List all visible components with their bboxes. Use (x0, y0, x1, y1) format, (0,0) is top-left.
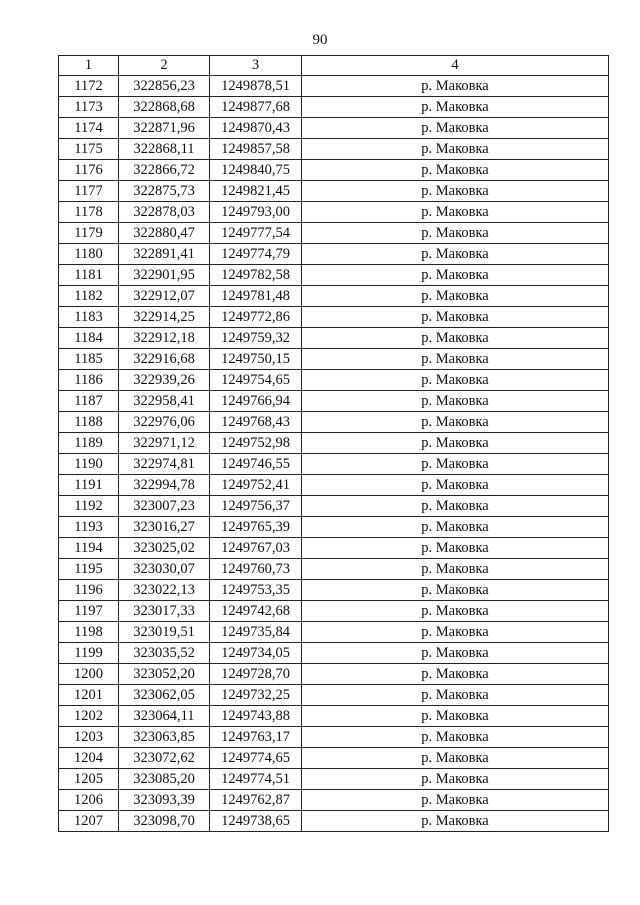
header-col-4: 4 (302, 56, 609, 76)
description-cell: р. Маковка (302, 160, 609, 181)
x-coordinate-cell: 323022,13 (119, 580, 210, 601)
point-number-cell: 1188 (59, 412, 119, 433)
point-number-cell: 1181 (59, 265, 119, 286)
description-cell: р. Маковка (302, 328, 609, 349)
x-coordinate-cell: 322875,73 (119, 181, 210, 202)
description-cell: р. Маковка (302, 727, 609, 748)
x-coordinate-cell: 323064,11 (119, 706, 210, 727)
point-number-cell: 1186 (59, 370, 119, 391)
point-number-cell: 1194 (59, 538, 119, 559)
table-row (59, 118, 609, 139)
x-coordinate-cell: 323007,23 (119, 496, 210, 517)
description-cell: р. Маковка (302, 790, 609, 811)
x-coordinate-cell: 322880,47 (119, 223, 210, 244)
table-row (59, 643, 609, 664)
y-coordinate-cell: 1249765,39 (210, 517, 302, 538)
x-coordinate-cell: 322891,41 (119, 244, 210, 265)
description-cell: р. Маковка (302, 76, 609, 97)
x-coordinate-cell: 322868,68 (119, 97, 210, 118)
x-coordinate-cell: 322971,12 (119, 433, 210, 454)
y-coordinate-cell: 1249781,48 (210, 286, 302, 307)
y-coordinate-cell: 1249728,70 (210, 664, 302, 685)
table-row (59, 412, 609, 433)
table-row (59, 475, 609, 496)
description-cell: р. Маковка (302, 601, 609, 622)
header-col-1: 1 (59, 56, 119, 76)
y-coordinate-cell: 1249766,94 (210, 391, 302, 412)
table-row (59, 790, 609, 811)
description-cell: р. Маковка (302, 706, 609, 727)
table-row (59, 559, 609, 580)
point-number-cell: 1175 (59, 139, 119, 160)
y-coordinate-cell: 1249753,35 (210, 580, 302, 601)
description-cell: р. Маковка (302, 769, 609, 790)
table-body (59, 76, 609, 832)
description-cell: р. Маковка (302, 559, 609, 580)
y-coordinate-cell: 1249774,51 (210, 769, 302, 790)
point-number-cell: 1189 (59, 433, 119, 454)
x-coordinate-cell: 323062,05 (119, 685, 210, 706)
point-number-cell: 1190 (59, 454, 119, 475)
description-cell: р. Маковка (302, 307, 609, 328)
table-header (59, 56, 609, 76)
table-row (59, 580, 609, 601)
table-row (59, 664, 609, 685)
x-coordinate-cell: 323052,20 (119, 664, 210, 685)
table-row (59, 811, 609, 832)
y-coordinate-cell: 1249782,58 (210, 265, 302, 286)
point-number-cell: 1203 (59, 727, 119, 748)
point-number-cell: 1205 (59, 769, 119, 790)
table-row (59, 328, 609, 349)
x-coordinate-cell: 322916,68 (119, 349, 210, 370)
description-cell: р. Маковка (302, 97, 609, 118)
table-row (59, 223, 609, 244)
y-coordinate-cell: 1249768,43 (210, 412, 302, 433)
x-coordinate-cell: 323030,07 (119, 559, 210, 580)
description-cell: р. Маковка (302, 685, 609, 706)
y-coordinate-cell: 1249735,84 (210, 622, 302, 643)
table-row (59, 307, 609, 328)
x-coordinate-cell: 322878,03 (119, 202, 210, 223)
point-number-cell: 1201 (59, 685, 119, 706)
x-coordinate-cell: 322939,26 (119, 370, 210, 391)
description-cell: р. Маковка (302, 370, 609, 391)
header-row (59, 56, 609, 76)
description-cell: р. Маковка (302, 412, 609, 433)
table-row (59, 76, 609, 97)
description-cell: р. Маковка (302, 349, 609, 370)
table-row (59, 433, 609, 454)
description-cell: р. Маковка (302, 265, 609, 286)
table-row (59, 538, 609, 559)
x-coordinate-cell: 322868,11 (119, 139, 210, 160)
point-number-cell: 1191 (59, 475, 119, 496)
x-coordinate-cell: 322912,07 (119, 286, 210, 307)
point-number-cell: 1200 (59, 664, 119, 685)
y-coordinate-cell: 1249772,86 (210, 307, 302, 328)
table-row (59, 517, 609, 538)
x-coordinate-cell: 322914,25 (119, 307, 210, 328)
point-number-cell: 1180 (59, 244, 119, 265)
description-cell: р. Маковка (302, 202, 609, 223)
description-cell: р. Маковка (302, 391, 609, 412)
table-row (59, 727, 609, 748)
point-number-cell: 1196 (59, 580, 119, 601)
x-coordinate-cell: 322871,96 (119, 118, 210, 139)
point-number-cell: 1177 (59, 181, 119, 202)
table-row (59, 454, 609, 475)
description-cell: р. Маковка (302, 664, 609, 685)
y-coordinate-cell: 1249742,68 (210, 601, 302, 622)
table-row (59, 349, 609, 370)
table-row (59, 601, 609, 622)
x-coordinate-cell: 323085,20 (119, 769, 210, 790)
description-cell: р. Маковка (302, 286, 609, 307)
point-number-cell: 1187 (59, 391, 119, 412)
description-cell: р. Маковка (302, 223, 609, 244)
description-cell: р. Маковка (302, 244, 609, 265)
y-coordinate-cell: 1249821,45 (210, 181, 302, 202)
y-coordinate-cell: 1249760,73 (210, 559, 302, 580)
x-coordinate-cell: 323016,27 (119, 517, 210, 538)
page-number: 90 (312, 32, 328, 48)
point-number-cell: 1178 (59, 202, 119, 223)
table-row (59, 97, 609, 118)
x-coordinate-cell: 322901,95 (119, 265, 210, 286)
coordinates-table (58, 55, 609, 832)
y-coordinate-cell: 1249756,37 (210, 496, 302, 517)
x-coordinate-cell: 322994,78 (119, 475, 210, 496)
point-number-cell: 1176 (59, 160, 119, 181)
point-number-cell: 1185 (59, 349, 119, 370)
y-coordinate-cell: 1249738,65 (210, 811, 302, 832)
y-coordinate-cell: 1249743,88 (210, 706, 302, 727)
y-coordinate-cell: 1249734,05 (210, 643, 302, 664)
x-coordinate-cell: 322958,41 (119, 391, 210, 412)
y-coordinate-cell: 1249752,98 (210, 433, 302, 454)
x-coordinate-cell: 323019,51 (119, 622, 210, 643)
point-number-cell: 1198 (59, 622, 119, 643)
y-coordinate-cell: 1249774,79 (210, 244, 302, 265)
x-coordinate-cell: 322976,06 (119, 412, 210, 433)
description-cell: р. Маковка (302, 811, 609, 832)
y-coordinate-cell: 1249750,15 (210, 349, 302, 370)
point-number-cell: 1173 (59, 97, 119, 118)
table-row (59, 370, 609, 391)
description-cell: р. Маковка (302, 181, 609, 202)
y-coordinate-cell: 1249857,58 (210, 139, 302, 160)
x-coordinate-cell: 323093,39 (119, 790, 210, 811)
point-number-cell: 1197 (59, 601, 119, 622)
point-number-cell: 1183 (59, 307, 119, 328)
table-row (59, 265, 609, 286)
table-row (59, 685, 609, 706)
x-coordinate-cell: 323072,62 (119, 748, 210, 769)
table-row (59, 769, 609, 790)
x-coordinate-cell: 323025,02 (119, 538, 210, 559)
y-coordinate-cell: 1249746,55 (210, 454, 302, 475)
description-cell: р. Маковка (302, 538, 609, 559)
y-coordinate-cell: 1249763,17 (210, 727, 302, 748)
x-coordinate-cell: 322912,18 (119, 328, 210, 349)
table-row (59, 496, 609, 517)
table-row (59, 748, 609, 769)
table-row (59, 139, 609, 160)
point-number-cell: 1174 (59, 118, 119, 139)
point-number-cell: 1193 (59, 517, 119, 538)
y-coordinate-cell: 1249840,75 (210, 160, 302, 181)
x-coordinate-cell: 323098,70 (119, 811, 210, 832)
description-cell: р. Маковка (302, 580, 609, 601)
y-coordinate-cell: 1249877,68 (210, 97, 302, 118)
point-number-cell: 1206 (59, 790, 119, 811)
point-number-cell: 1182 (59, 286, 119, 307)
description-cell: р. Маковка (302, 433, 609, 454)
y-coordinate-cell: 1249732,25 (210, 685, 302, 706)
point-number-cell: 1184 (59, 328, 119, 349)
point-number-cell: 1207 (59, 811, 119, 832)
y-coordinate-cell: 1249752,41 (210, 475, 302, 496)
description-cell: р. Маковка (302, 643, 609, 664)
description-cell: р. Маковка (302, 748, 609, 769)
y-coordinate-cell: 1249762,87 (210, 790, 302, 811)
point-number-cell: 1172 (59, 76, 119, 97)
point-number-cell: 1202 (59, 706, 119, 727)
y-coordinate-cell: 1249878,51 (210, 76, 302, 97)
x-coordinate-cell: 322866,72 (119, 160, 210, 181)
y-coordinate-cell: 1249777,54 (210, 223, 302, 244)
y-coordinate-cell: 1249767,03 (210, 538, 302, 559)
description-cell: р. Маковка (302, 118, 609, 139)
description-cell: р. Маковка (302, 454, 609, 475)
y-coordinate-cell: 1249754,65 (210, 370, 302, 391)
table-row (59, 181, 609, 202)
description-cell: р. Маковка (302, 475, 609, 496)
point-number-cell: 1199 (59, 643, 119, 664)
point-number-cell: 1179 (59, 223, 119, 244)
y-coordinate-cell: 1249759,32 (210, 328, 302, 349)
point-number-cell: 1192 (59, 496, 119, 517)
description-cell: р. Маковка (302, 622, 609, 643)
description-cell: р. Маковка (302, 139, 609, 160)
table-row (59, 706, 609, 727)
table-row (59, 391, 609, 412)
x-coordinate-cell: 323063,85 (119, 727, 210, 748)
x-coordinate-cell: 323017,33 (119, 601, 210, 622)
x-coordinate-cell: 322974,81 (119, 454, 210, 475)
y-coordinate-cell: 1249774,65 (210, 748, 302, 769)
x-coordinate-cell: 322856,23 (119, 76, 210, 97)
table-row (59, 286, 609, 307)
table-row (59, 202, 609, 223)
table-row (59, 160, 609, 181)
header-col-2: 2 (119, 56, 210, 76)
table-row (59, 244, 609, 265)
description-cell: р. Маковка (302, 496, 609, 517)
point-number-cell: 1204 (59, 748, 119, 769)
y-coordinate-cell: 1249870,43 (210, 118, 302, 139)
y-coordinate-cell: 1249793,00 (210, 202, 302, 223)
x-coordinate-cell: 323035,52 (119, 643, 210, 664)
description-cell: р. Маковка (302, 517, 609, 538)
header-col-3: 3 (210, 56, 302, 76)
table-row (59, 622, 609, 643)
point-number-cell: 1195 (59, 559, 119, 580)
